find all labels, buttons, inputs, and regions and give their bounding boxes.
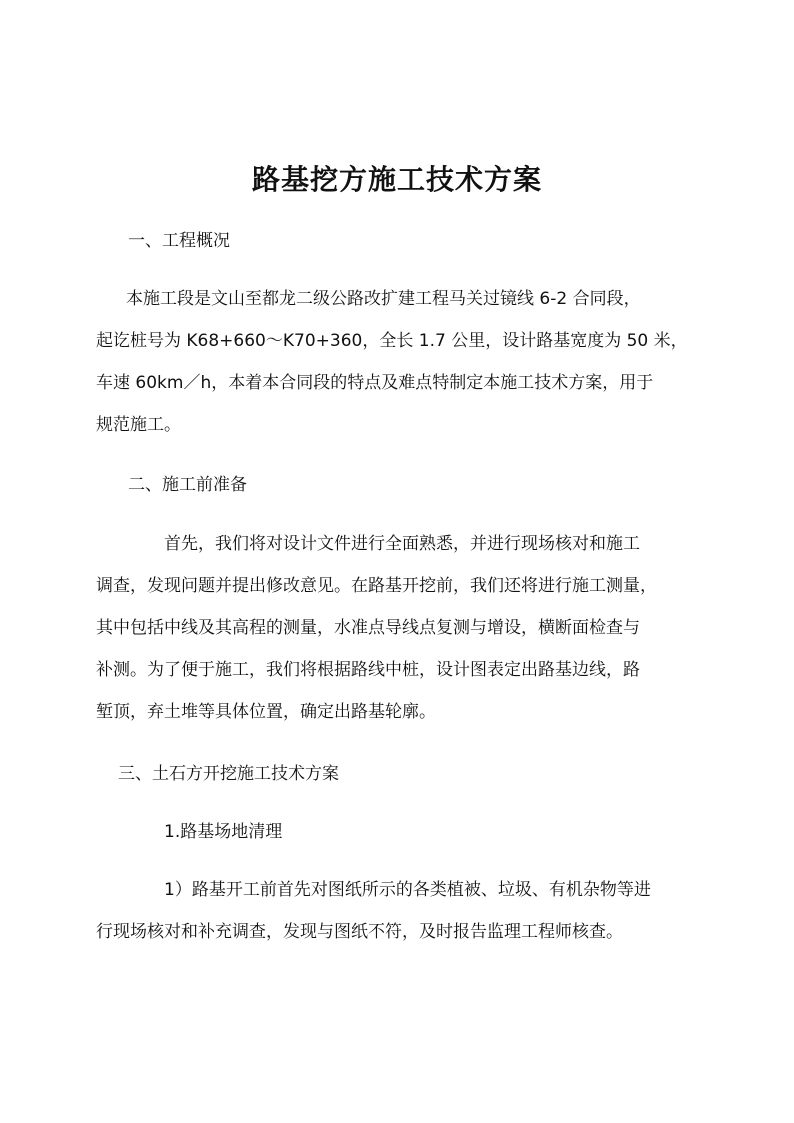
section-paragraph-site-clearing [96,869,696,953]
paragraph-line: 行现场核对和补充调查，发现与图纸不符，及时报告监理工程师核查。 [96,922,623,942]
paragraph-line: 其中包括中线及其高程的测量，水准点导线点复测与增设，横断面检查与 [96,618,640,638]
paragraph-line: 起讫桩号为 K68+660～K70+360，全长 1.7 公里，设计路基宽度为 50 米， [96,331,688,351]
paragraph-line: 规范施工。 [96,415,181,435]
section-paragraph-preparation [96,523,696,733]
paragraph-line: 1）路基开工前首先对图纸所示的各类植被、垃圾、有机杂物等进 [164,880,651,900]
paragraph-line: 堑顶，弃土堆等具体位置，确定出路基轮廓。 [96,702,436,722]
paragraph-line: 首先，我们将对设计文件进行全面熟悉，并进行现场核对和施工 [164,534,640,554]
subsection-heading-site-clearing: 1.路基场地清理 [164,822,283,842]
section-heading-overview: 一、工程概况 [128,231,230,251]
section-heading-preparation: 二、施工前准备 [128,475,247,495]
document-title: 路基挖方施工技术方案 [251,163,542,196]
section-paragraph-overview [96,278,696,446]
paragraph-line: 调查，发现问题并提出修改意见。在路基开挖前，我们还将进行施工测量， [96,576,657,596]
paragraph-line: 补测。为了便于施工，我们将根据路线中桩，设计图表定出路基边线，路 [96,660,640,680]
paragraph-line: 车速 60km／h，本着本合同段的特点及难点特制定本施工技术方案，用于 [96,373,654,393]
section-heading-excavation: 三、土石方开挖施工技术方案 [118,764,339,784]
paragraph-line: 本施工段是文山至都龙二级公路改扩建工程马关过镜线 6-2 合同段， [126,289,641,309]
